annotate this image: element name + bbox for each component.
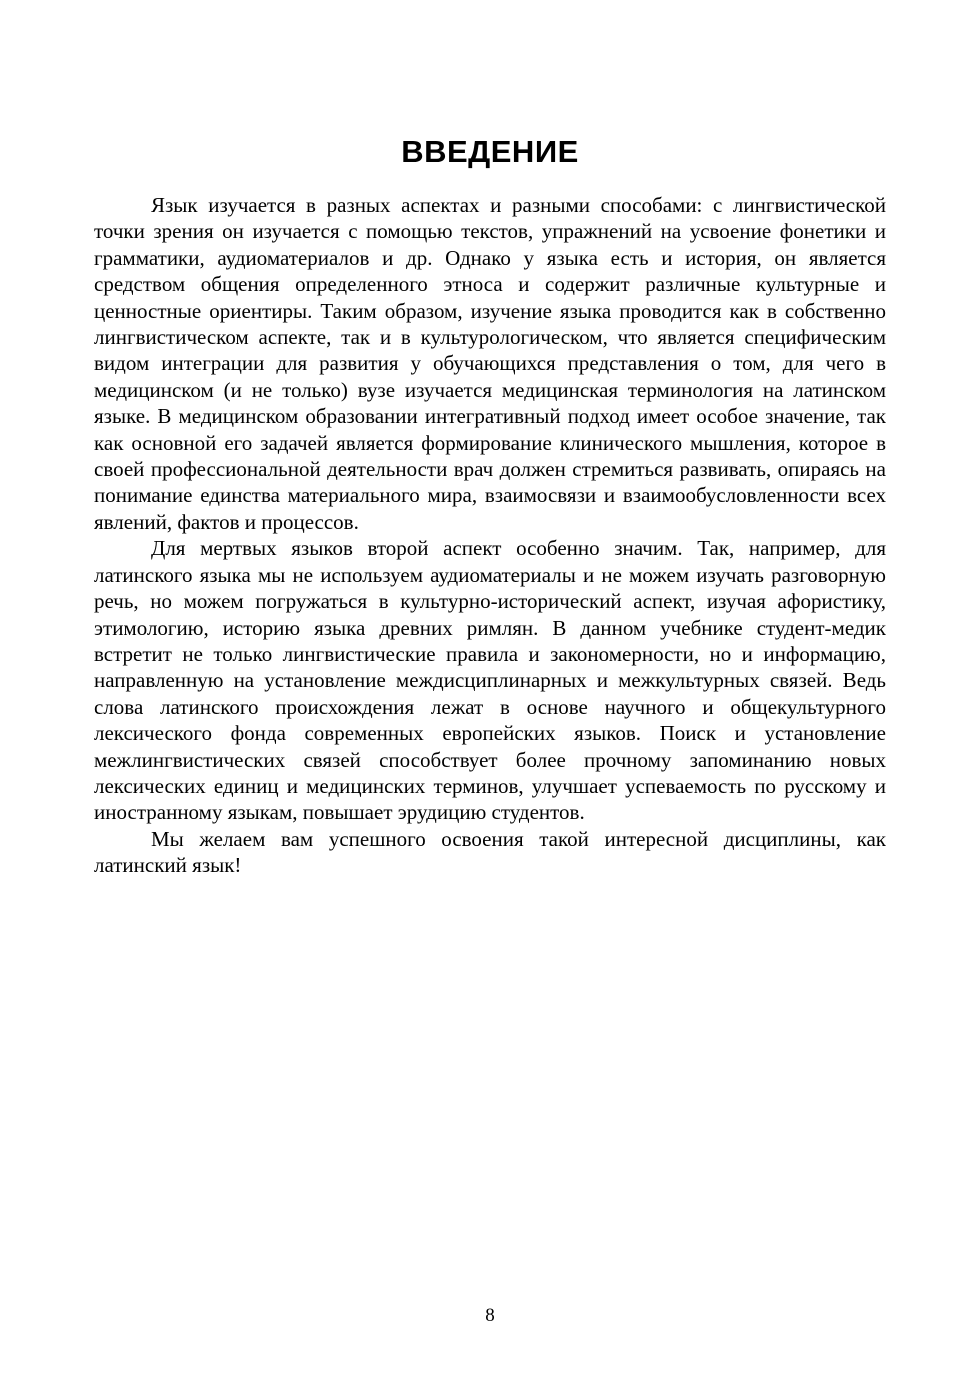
page-title: ВВЕДЕНИЕ <box>401 134 579 169</box>
paragraph-3: Мы желаем вам успешного освоения такой интересной дисциплины, как латинский язык! <box>94 826 886 878</box>
page-number: 8 <box>485 1305 495 1326</box>
paragraph-2: Для мертвых языков второй аспект особенно значим. Так, например, для латинского языка мы не используем аудиоматериалы и не можем изучать разговорную речь, но можем погружаться в культурно-исторический аспект, изучая афористику, этимологию, историю языка древних римлян. В данном учебнике студент-медик встретит не только лингвистические правила и закономерности, но и информацию, направленную на установление междисциплинарных и межкультурных связей. Ведь слова латинского происхождения лежат в основе научного и общекультурного лексического фонда современных европейских языков. Поиск и установление межлингвистических связей способствует более прочному запоминанию новых лексических единиц и медицинских терминов, улучшает успеваемость по русскому и иностранному языкам, повышает эрудицию студентов. <box>94 536 886 825</box>
paragraph-1: Язык изучается в разных аспектах и разными способами: с лингвистической точки зрения он изучается с помощью текстов, упражнений на усвоение фонетики и грамматики, аудиоматериалов и др. Однако у языка есть и история, он является средством общения определенного этноса и содержит различные культурные и ценностные ориентиры. Таким образом, изучение языка проводится как в собственно лингвистическом аспекте, так и в культурологическом, что является специфическим видом интеграции для развития у обучающихся представления о том, для чего в медицинском (и не только) вузе изучается медицинская терминология на латинском языке. В медицинском образовании интегративный подход имеет особое значение, так как основной его задачей является формирование клинического мышления, которое в своей профессиональной деятельности врач должен стремиться развивать, опираясь на понимание единства материального мира, взаимосвязи и взаимообусловленности всех явлений, фактов и процессов. <box>94 193 886 534</box>
body-text <box>94 192 886 879</box>
